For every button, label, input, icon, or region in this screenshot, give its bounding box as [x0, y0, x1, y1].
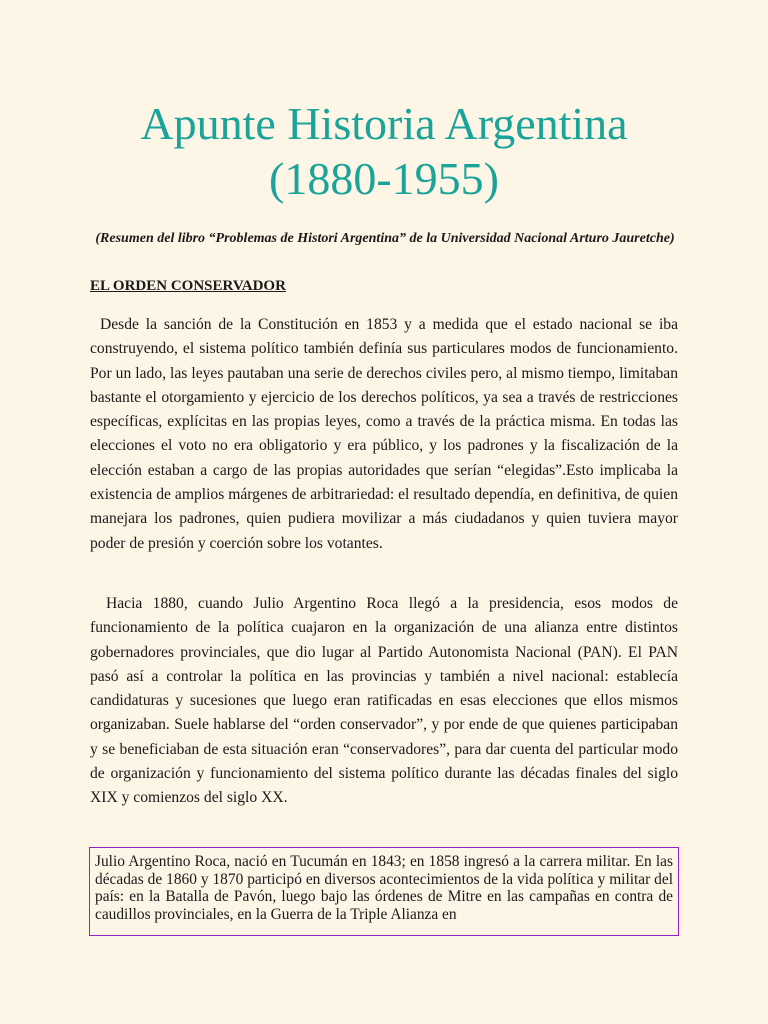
- title-line-1: Apunte Historia Argentina: [140, 98, 628, 149]
- title-line-2: (1880-1955): [269, 153, 499, 204]
- section-heading: EL ORDEN CONSERVADOR: [90, 278, 286, 294]
- roca-note-box: [89, 847, 679, 936]
- note-box-text: Julio Argentino Roca, nació en Tucumán en 1843; en 1858 ingresó a la carrera militar. En las décadas de 1860 y 1870 participó en diversos acontecimientos de la vida política y militar del país: en la Batalla de Pavón, luego bajo las órdenes de Mitre en las campañas en contra de caudillos provinciales, en la Guerra de la Triple Alianza en: [95, 853, 673, 923]
- paragraph-1-text: Desde la sanción de la Constitución en 1853 y a medida que el estado nacional se iba construyendo, el sistema político también definía sus particulares modos de funcionamiento. Por un lado, las leyes pautaban una serie de derechos civiles pero, al mismo tiempo, limitaban bastante el otorgamiento y ejercicio de los derechos políticos, ya sea a través de restricciones específicas, explícitas en las propias leyes, como a través de la práctica misma. En todas las elecciones el voto no era obligatorio y era público, y los padrones y la fiscalización de la elección estaban a cargo de las propias autoridades que serían “elegidas”.Esto implicaba la existencia de amplios márgenes de arbitrariedad: el resultado dependía, en definitiva, de quien manejara los padrones, quien pudiera movilizar a más ciudadanos y quien tuviera mayor poder de presión y coerción sobre los votantes.: [90, 316, 678, 552]
- paragraph-2: [90, 592, 678, 811]
- paragraph-2-text: Hacia 1880, cuando Julio Argentino Roca llegó a la presidencia, esos modos de funcionamiento de la política cuajaron en la organización de una alianza entre distintos gobernadores provinciales, que dio lugar al Partido Autonomista Nacional (PAN). El PAN pasó así a controlar la política en las provincias y también a nivel nacional: establecía candidaturas y sucesiones que luego eran ratificadas en esas elecciones que ellos mismos organizaban. Suele hablarse del “orden conservador”, y por ende de que quienes participaban y se beneficiaban de esta situación eran “conservadores”, para dar cuenta del particular modo de organización y funcionamiento del sistema político durante las décadas finales del siglo XIX y comienzos del siglo XX.: [90, 595, 678, 807]
- paragraph-1: [90, 313, 678, 556]
- document-subtitle: (Resumen del libro “Problemas de Histori Argentina” de la Universidad Nacional Arturo Jauretche): [95, 231, 675, 246]
- document-title: [60, 96, 708, 206]
